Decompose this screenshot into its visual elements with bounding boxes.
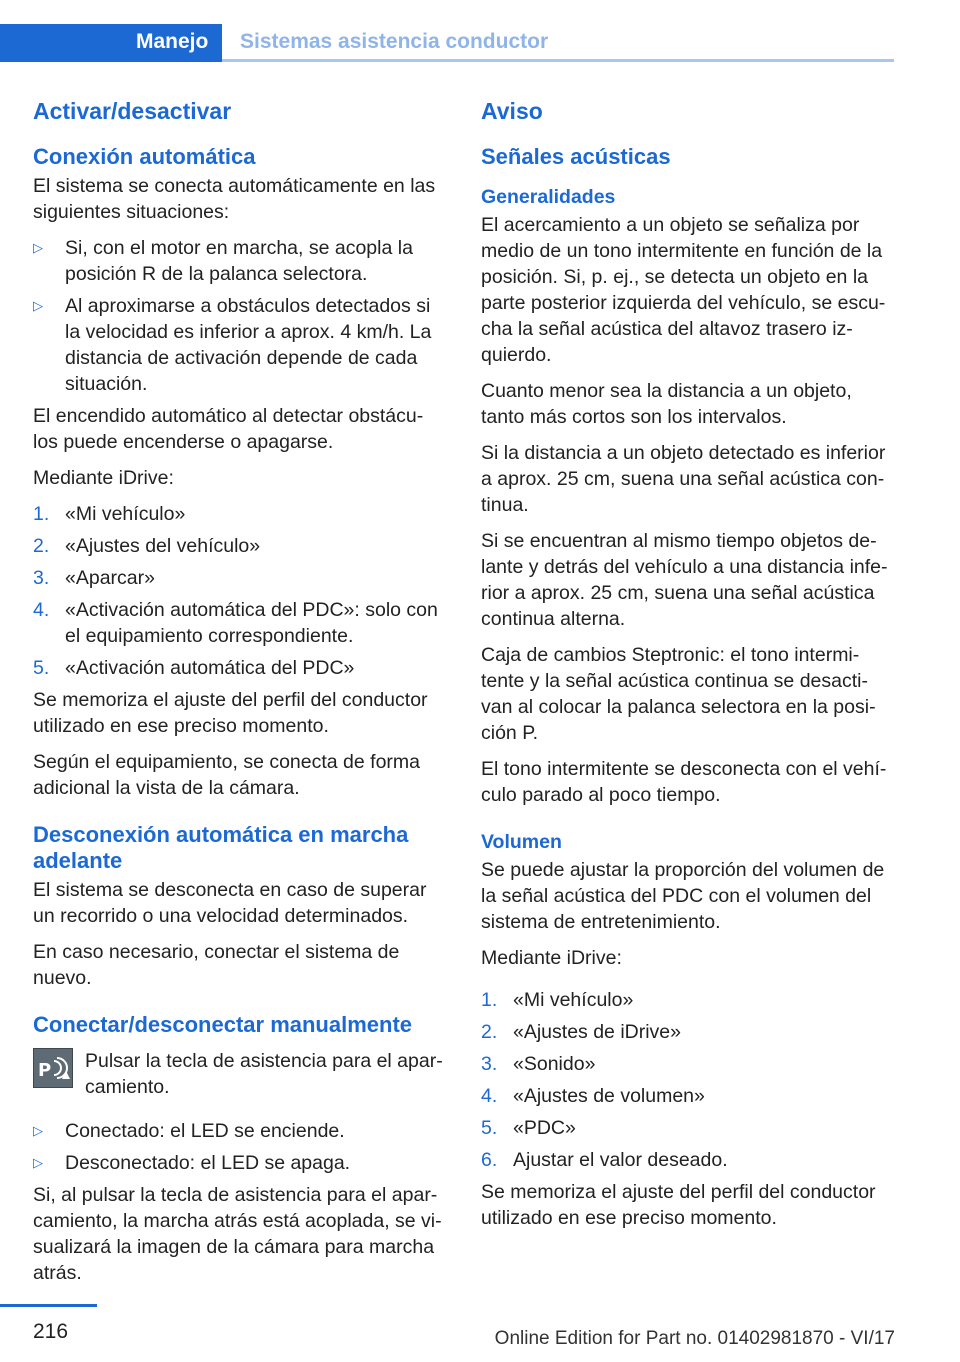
footer-rule	[0, 1304, 97, 1307]
heading-acoustic-signals: Señales acústicas	[481, 144, 671, 169]
paragraph: Caja de cambios Steptronic: el tono intermi‐tente y la señal acústica continua se desacti‐van al colocar la palanca selectora en la posi‐ción P.	[481, 644, 876, 744]
list-item: 2. «Ajustes del vehículo»	[33, 535, 261, 557]
page-header	[0, 0, 960, 62]
paragraph: Si, al pulsar la tecla de asistencia para el apar‐camiento, la marcha atrás está acoplada, se vi‐sualizará la imagen de la cámara para marcha atrás.	[33, 1184, 442, 1284]
bullet-list	[33, 1118, 447, 1176]
paragraph: Si se encuentran al mismo tiempo objetos de‐lante y detrás del vehículo a una distancia infe‐rior a aprox. 25 cm, suena una señal acústica continua alterna.	[481, 530, 888, 630]
paragraph: Según el equipamiento, se conecta de forma adicional la vista de la cámara.	[33, 751, 421, 799]
heading-volume: Volumen	[481, 831, 562, 853]
heading-manual: Conectar/desconectar manualmente	[33, 1012, 413, 1037]
list-item: 3. «Sonido»	[481, 1053, 596, 1075]
paragraph: El tono intermitente se desconecta con el vehí‐culo parado al poco tiempo.	[481, 758, 887, 806]
list-item: ▷ Al aproximarse a obstáculos detectados si la velocidad es inferior a aprox. 4 km/h. La distancia de activación depende de cada situación.	[33, 295, 432, 395]
list-item: 3. «Aparcar»	[33, 567, 155, 589]
paragraph: Se puede ajustar la proporción del volumen de la señal acústica del PDC con el volumen del sistema de entretenimiento.	[481, 859, 885, 933]
list-item: 2. «Ajustes de iDrive»	[481, 1021, 681, 1043]
paragraph: El sistema se desconecta en caso de superar un recorrido o una velocidad determinados.	[33, 879, 427, 927]
page-number: 216	[33, 1320, 69, 1343]
paragraph: Mediante iDrive:	[33, 467, 174, 489]
list-item: ▷ Desconectado: el LED se apaga.	[33, 1152, 351, 1174]
paragraph: Se memoriza el ajuste del perfil del conductor utilizado en ese preciso momento.	[33, 689, 428, 737]
heading-general: Generalidades	[481, 186, 616, 208]
heading-warning: Aviso	[481, 98, 543, 124]
paragraph: Mediante iDrive:	[481, 947, 622, 969]
bullet-list	[33, 235, 447, 397]
paragraph: Si la distancia a un objeto detectado es inferior a aprox. 25 cm, suena una señal acústica con‐tinua.	[481, 442, 886, 516]
list-item: 5. «Activación automática del PDC»	[33, 657, 355, 679]
park-assist-button-icon	[33, 1048, 73, 1088]
list-item: 4. «Ajustes de volumen»	[481, 1085, 705, 1107]
subsection-title: Sistemas asistencia conductor	[240, 30, 549, 53]
paragraph: El encendido automático al detectar obstácu‐los puede encenderse o apagarse.	[33, 405, 424, 453]
list-item: ▷ Si, con el motor en marcha, se acopla la posición R de la palanca selectora.	[33, 237, 413, 285]
heading-activate: Activar/desactivar	[33, 98, 232, 124]
button-instruction: P Pulsar la tecla de asistencia para el apar‐camiento.	[33, 1048, 447, 1100]
paragraph: Se memoriza el ajuste del perfil del conductor utilizado en ese preciso momento.	[481, 1181, 876, 1229]
list-item: 1. «Mi vehículo»	[481, 989, 634, 1011]
paragraph: Cuanto menor sea la distancia a un objeto, tanto más cortos son los intervalos.	[481, 380, 852, 428]
numbered-list	[481, 987, 897, 1173]
triangle-bullet-icon: ▷	[33, 1155, 43, 1170]
header-rule	[222, 59, 894, 62]
right-column	[481, 96, 897, 1241]
heading-auto-disconnect: Desconexión automática en marcha adelante	[33, 822, 409, 873]
edition-note: Online Edition for Part no. 01402981870 - VI/17	[494, 1328, 895, 1349]
section-title: Manejo	[136, 30, 209, 53]
list-item: 5. «PDC»	[481, 1117, 576, 1139]
paragraph: En caso necesario, conectar el sistema de nuevo.	[33, 941, 400, 989]
triangle-bullet-icon: ▷	[33, 240, 43, 255]
paragraph: El sistema se conecta automáticamente en las siguientes situaciones:	[33, 175, 436, 223]
list-item: ▷ Conectado: el LED se enciende.	[33, 1120, 345, 1142]
list-item: 1. «Mi vehículo»	[33, 503, 186, 525]
triangle-bullet-icon: ▷	[33, 298, 43, 313]
svg-text:P: P	[38, 1060, 52, 1081]
heading-auto-connect: Conexión automática	[33, 144, 256, 169]
triangle-bullet-icon: ▷	[33, 1123, 43, 1138]
numbered-list	[33, 501, 447, 681]
list-item: 6. Ajustar el valor deseado.	[481, 1149, 728, 1171]
left-column	[33, 96, 447, 1296]
paragraph: El acercamiento a un objeto se señaliza por medio de un tono intermitente en función de la posición. Si, p. ej., se detecta un objeto en la parte posterior izquierda del vehículo, se escu‐cha la señal acústica del altavoz trasero iz‐quierdo.	[481, 214, 886, 366]
list-item: 4. «Activación automática del PDC»: solo con el equipamiento correspondiente.	[33, 599, 438, 647]
